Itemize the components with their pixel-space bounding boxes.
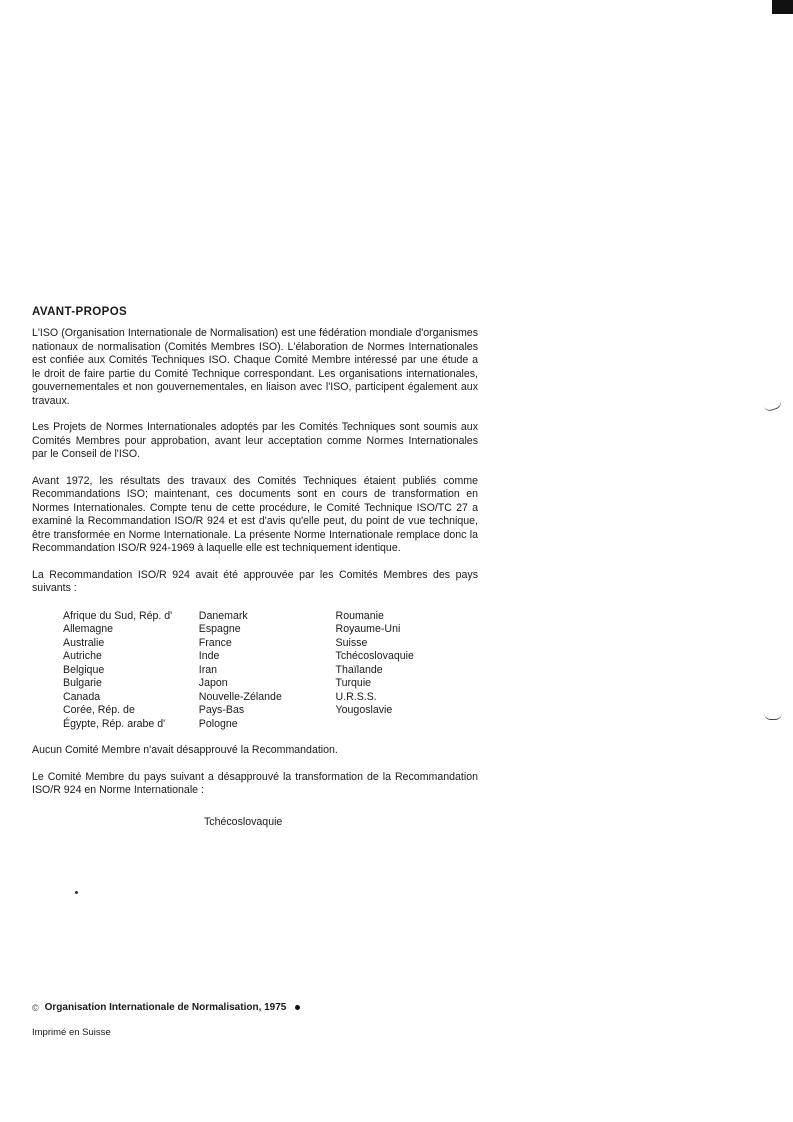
country-item: Iran xyxy=(198,663,218,676)
country-item: Suisse xyxy=(335,636,368,649)
country-item: Pologne xyxy=(198,717,238,730)
country-item: France xyxy=(198,636,232,649)
country-item: Autriche xyxy=(63,650,102,662)
footer xyxy=(32,1002,300,1038)
copyright-text: Organisation Internationale de Normalisation, 1975 xyxy=(44,1002,287,1013)
country-item: U.R.S.S. xyxy=(335,690,377,703)
country-item: Australie xyxy=(63,636,105,649)
paragraph-approval: La Recommandation ISO/R 924 avait été approuvée par les Comités Membres des pays suivants : xyxy=(32,568,478,594)
copyright-icon: © xyxy=(32,1002,39,1013)
country-item: Allemagne xyxy=(63,623,114,635)
country-item: Danemark xyxy=(198,609,248,622)
bullet-icon xyxy=(295,1005,300,1010)
country-item: Yougoslavie xyxy=(335,704,393,716)
country-item: Roumanie xyxy=(335,609,384,622)
country-item: Égypte, Rép. arabe d' xyxy=(63,717,166,730)
paragraph-disapproval: Le Comité Membre du pays suivant a désapprouvé la transformation de la Recommandation ISO/R 924 en Norme Internationale : xyxy=(32,770,478,796)
scan-corner-mark xyxy=(772,0,793,14)
country-item: Corée, Rép. de xyxy=(63,704,135,716)
disapproving-country: Tchécoslovaquie xyxy=(204,815,283,828)
country-item: Royaume-Uni xyxy=(335,623,401,635)
foreword-section xyxy=(32,306,478,828)
printed-in: Imprimé en Suisse xyxy=(32,1027,111,1038)
country-item: Nouvelle-Zélande xyxy=(198,690,282,703)
country-item: Bulgarie xyxy=(63,677,102,689)
country-item: Espagne xyxy=(198,623,241,635)
paragraph-draft-standards: Les Projets de Normes Internationales adoptés par les Comités Techniques sont soumis aux Comités Membres pour approbation, avant leur acceptation comme Normes Internationales par le Conseil de l'ISO. xyxy=(32,421,478,460)
country-item: Canada xyxy=(63,690,101,703)
country-list xyxy=(63,610,478,732)
paragraph-no-disapproval: Aucun Comité Membre n'avait désapprouvé la Recommandation. xyxy=(32,744,338,756)
country-item: Thaïlande xyxy=(335,663,383,676)
country-item: Pays-Bas xyxy=(198,704,245,716)
paragraph-history: Avant 1972, les résultats des travaux des Comités Techniques étaient publiés comme Recommandations ISO; maintenant, ces documents sont en cours de transformation en Normes Internationales. Compte tenu de cette procédure, le Comité Technique ISO/TC 27 a examiné la Recommandation ISO/R 924 et est d'avis qu'elle peut, du point de vue technique, être transformée en Norme Internationale. La présente Norme Internationale remplace donc la Recommandation ISO/R 924-1969 à laquelle elle est techniquement identique. xyxy=(32,474,478,554)
scan-speck xyxy=(75,891,78,894)
country-column-3 xyxy=(336,610,478,732)
foreword-heading: AVANT-PROPOS xyxy=(32,306,128,318)
country-item: Japon xyxy=(198,677,228,689)
country-column-1 xyxy=(63,610,199,732)
country-column-2 xyxy=(199,610,336,732)
country-item: Belgique xyxy=(63,663,105,676)
paragraph-iso-intro: L'ISO (Organisation Internationale de Normalisation) est une fédération mondiale d'organismes nationaux de normalisation (Comités Membres ISO). L'élaboration de Normes Internationales est confiée aux Comités Techniques ISO. Chaque Comité Membre intéressé par une étude a le droit de faire partie du Comité Technique correspondant. Les organisations internationales, gouvernementales et non gouvernementales, en liaison avec l'ISO, participent également aux travaux. xyxy=(32,327,478,407)
copyright-line xyxy=(32,1002,300,1013)
scan-edge-mark xyxy=(763,400,782,412)
country-item: Tchécoslovaquie xyxy=(335,650,414,662)
country-item: Afrique du Sud, Rép. d' xyxy=(63,609,173,622)
scan-edge-mark xyxy=(764,713,782,720)
country-item: Inde xyxy=(198,650,220,662)
country-item: Turquie xyxy=(335,677,372,689)
